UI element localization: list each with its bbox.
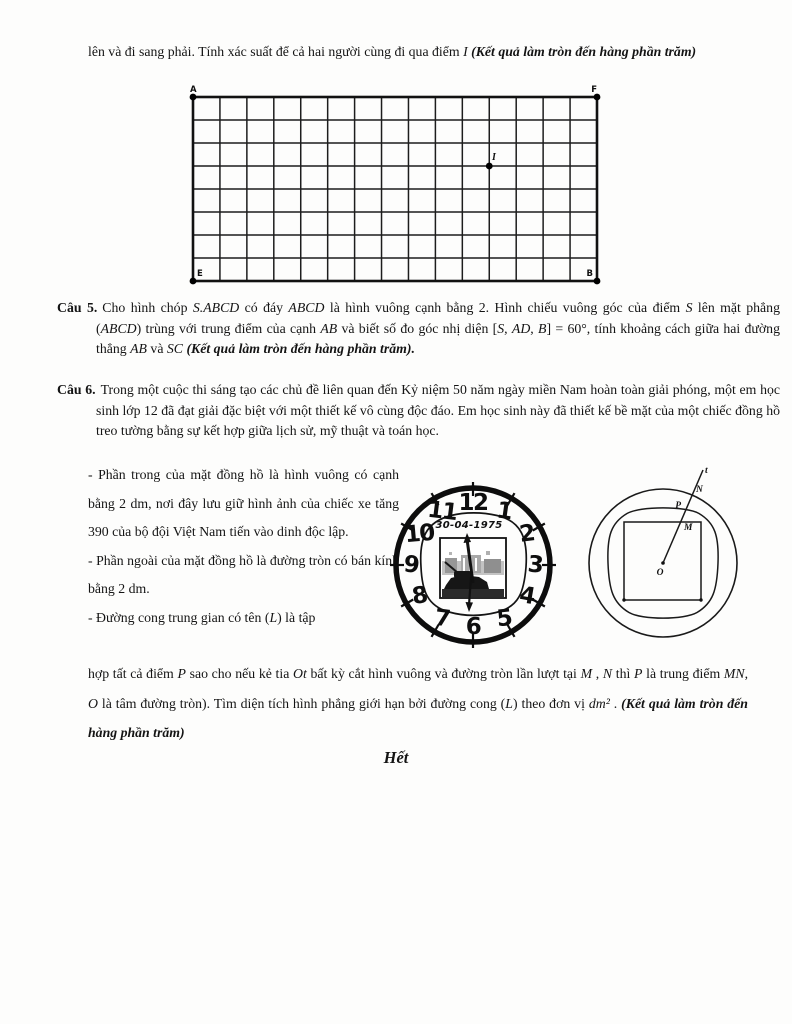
label-O: O (656, 568, 664, 578)
question4-continuation-text: lên và đi sang phải. Tính xác suất để cả hai người cùng đi qua điểm I (Kết quả làm tròn đến hàng phần trăm) (88, 44, 697, 59)
clock-description (88, 461, 399, 632)
label-N: N (696, 485, 703, 495)
grid-label-A: A (190, 85, 197, 95)
question-6-label: Câu 6. (57, 382, 96, 397)
label-t: t (705, 466, 708, 476)
question-6-text: Trong một cuộc thi sáng tạo các chủ đề liên quan đến Kỷ niệm 50 năm ngày miền Nam hoàn toàn giải phóng, một em học sinh lớp 12 đã đạt giải đặc biệt với một thiết kế vô cùng độc đáo. Em học sinh này đã thiết kế bề mặt của một chiếc đồng hồ treo tường bằng sự kết hợp giữa lịch sử, mỹ thuật và toán học. (96, 382, 780, 438)
clock-number-1: 1 (495, 497, 513, 526)
grid-label-I: I (492, 152, 496, 163)
question-5 (57, 298, 780, 360)
diagram-corner-dot (699, 598, 702, 601)
tank-photo (440, 538, 506, 598)
bullet-curve-L: - Đường cong trung gian có tên (L) là tập (88, 609, 316, 625)
grid-lines (190, 94, 601, 285)
clock-number-4: 4 (517, 581, 537, 611)
clock-number-9: 9 (402, 551, 420, 579)
bullet-outer-circle: - Phần ngoài của mặt đồng hồ là đường tròn có bán kính bằng 2 dm. (88, 552, 399, 596)
question-6 (57, 380, 780, 442)
diagram-square (624, 522, 701, 600)
grid-label-F: F (591, 85, 597, 95)
question-5-label: Câu 5. (57, 300, 98, 315)
grid-figure (186, 82, 606, 292)
question-6-continuation-text: hợp tất cả điểm P sao cho nếu kẻ tia Ot bất kỳ cắt hình vuông và đường tròn lần lượt tại M , N thì P là trung điểm MN, O là tâm đường tròn). Tìm diện tích hình phẳng giới hạn bởi đường cong (L) theo đơn vị dm² . (Kết quả làm tròn đến hàng phần trăm) (88, 666, 749, 740)
diagram-center-dot (661, 561, 665, 565)
clock-figure (391, 481, 559, 649)
clock-number-11: 11 (426, 496, 458, 526)
clock-number-7: 7 (433, 604, 451, 633)
label-P: P (675, 501, 681, 511)
diagram-ray-Ot (663, 470, 703, 563)
clock-number-6: 6 (465, 614, 481, 640)
clock-date-text: 30-04-1975 (435, 520, 503, 531)
clock-number-5: 5 (495, 605, 513, 633)
clock-number-10: 10 (403, 519, 435, 549)
bullet-inner-square: - Phần trong của mặt đồng hồ là hình vuông có cạnh bằng 2 dm, nơi đây lưu giữ hình ảnh của chiếc xe tăng 390 của bộ đội Việt Nam tiến vào dinh độc lập. (88, 467, 399, 539)
grid-label-B: B (586, 269, 593, 279)
locus-diagram-figure (584, 462, 746, 646)
clock-number-2: 2 (517, 520, 536, 548)
diagram-corner-dot (622, 598, 625, 601)
clock-number-8: 8 (410, 582, 429, 610)
grid-label-E: E (197, 269, 203, 279)
clock-number-3: 3 (526, 551, 544, 579)
end-marker: Hết (383, 748, 409, 767)
clock-number-12: 12 (458, 490, 488, 516)
label-M: M (684, 523, 693, 533)
question-5-text: Cho hình chóp S.ABCD có đáy ABCD là hình vuông cạnh bằng 2. Hình chiếu vuông góc của điểm S lên mặt phẳng (ABCD) trùng với trung điểm của cạnh AB và biết số đo góc nhị diện [S, AD, B] = 60°, tính khoảng cách giữa hai đường thẳng AB và SC (Kết quả làm tròn đến hàng phần trăm). (96, 300, 780, 356)
